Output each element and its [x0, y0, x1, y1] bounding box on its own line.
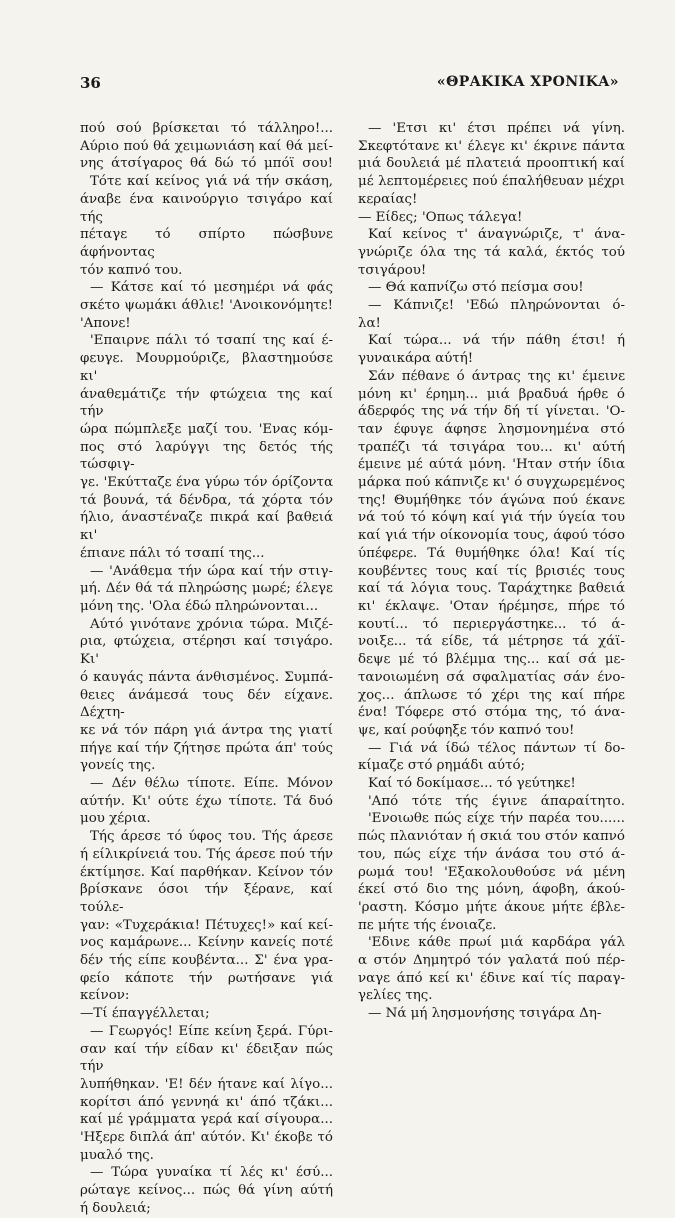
text-line: Σκεφτότανε κι' έλεγε κι' έκρινε πάντα: [358, 138, 625, 154]
text-line: τσιγάρου!: [358, 262, 427, 278]
text-line: — Κάπνιζε! 'Εδώ πληρώνονται ό-: [368, 298, 625, 314]
text-line: —Τί έπαγγέλλεται;: [80, 1006, 210, 1022]
text-line: άδερφός της νά τήν δή τί γίνεται. 'Ο-: [358, 404, 625, 420]
text-line: γαν: «Τυχεράκια! Πέτυχες!» καί κεί-: [80, 917, 333, 933]
text-line: βρίσκανε όσοι τήν ξέρανε, καί τούλε-: [80, 882, 333, 915]
text-line: μόνη της. 'Ολα έδώ πληρώνονται...: [80, 598, 319, 614]
text-line: Σάν πέθανε ό άντρας της κι' έμεινε: [368, 368, 625, 384]
text-line: νά τού τό κόψη καί γιά τήν ύγεία του: [358, 510, 625, 526]
text-line: πέταγε τό σπίρτο πώσβυνε άφήνοντας: [80, 227, 333, 260]
text-line: κι' έκλαψε. 'Οταν ήρέμησε, πήρε τό: [358, 598, 625, 614]
text-line: δεψε μέ τό βλέμμα της... καί σά με-: [358, 652, 625, 668]
text-line: — Τώρα γυναίκα τί λές κι' έσύ...: [90, 1165, 333, 1181]
text-line: Αύτό γινότανε χρόνια τώρα. Μιζέ-: [90, 616, 333, 632]
text-line: 'Απονε!: [80, 315, 131, 331]
text-line: Καί τό δοκίμασε... τό γεύτηκε!: [368, 776, 576, 792]
text-line: τόν καπνό του.: [80, 262, 183, 278]
text-line: ναγε άπό κεί κι' έδινε καί τίς παραγ-: [358, 970, 625, 986]
text-line: καί τά λόγια τους. Ταράχτηκε βαθειά: [358, 581, 625, 597]
text-line: Αύριο πού θά χειμωνιάση καί θά μεί-: [80, 138, 333, 154]
text-line: μάρκα πού κάπνιζε κι' ό συγχωρεμένος: [358, 475, 625, 491]
text-line: τά βουνά, τά δένδρα, τά χόρτα τόν: [80, 492, 333, 508]
text-line: ρώταγε κείνος... πώς θά γίνη αύτή: [80, 1183, 333, 1199]
text-line: κουτί... τό περιεργάστηκε... τό ά-: [358, 616, 625, 632]
text-line: έκτίμησε. Καί παρθήκαν. Κείνον τόν: [80, 864, 333, 880]
running-title: «ΘΡΑΚΙΚΑ ΧΡΟΝΙΚΑ»: [436, 74, 619, 90]
text-line: καί μέ γράμματα γερά καί σίγουρα...: [80, 1112, 333, 1128]
text-line: έκεί στό διο της μόνη, άφοβη, άκού-: [358, 882, 625, 898]
text-column-right: [358, 120, 625, 1023]
text-line: γυναικάρα αύτή!: [358, 351, 474, 367]
text-line: γνώριζε όλα της τά καλά, έκτός τού: [358, 244, 625, 260]
text-line: της! Θυμήθηκε τόν άγώνα πού έκανε: [358, 492, 625, 508]
page-number: 36: [80, 74, 101, 92]
text-line: άναβε ένα καινούργιο τσιγάρο καί τής: [80, 191, 333, 225]
text-line: 'Ενοιωθε πώς είχε τήν παρέα του......: [368, 811, 625, 827]
text-line: κίμαζε στό ρημάδι αύτό;: [358, 758, 526, 774]
text-line: κε νά τόν πάρη γιά άντρα της γιατί: [80, 722, 333, 738]
text-line: ρωμά του! 'Εξακολουθούσε νά μένη: [358, 864, 625, 880]
text-line: τανοιωμένη σά σφαλματίας σάν ένο-: [358, 669, 625, 685]
text-line: ή δουλειά;: [80, 1200, 151, 1216]
text-line: — 'Ετσι κι' έτσι πρέπει νά γίνη.: [368, 121, 625, 136]
text-line: ύπέφερε. Τά θυμήθηκε όλα! Καί τίς: [358, 545, 625, 561]
text-line: Τής άρεσε τό ύφος του. Τής άρεσε: [90, 829, 333, 845]
text-line: — Κάτσε καί τό μεσημέρι νά φάς: [90, 280, 333, 296]
text-line: ταν έφυγε άφησε λησμονημένα στό: [358, 421, 625, 437]
text-line: α στόν Δημητρό τόν γαλατά πού πέρ-: [358, 953, 625, 969]
text-line: ήλιο, άναστέναζε πικρά καί βαθειά κι': [80, 510, 333, 544]
text-line: καί γιά τήν οίκονομία τους, άφού τόσο: [358, 528, 625, 544]
text-line: — Θά καπνίζω στό πείσμα σου!: [368, 280, 584, 296]
text-line: άναθεμάτιζε τήν φτώχεια της καί τήν: [80, 386, 333, 420]
text-line: σαν καί τήν είδαν κι' έδειξαν πώς τήν: [80, 1041, 333, 1075]
text-line: — Γεωργός! Είπε κείνη ξερά. Γύρι-: [90, 1023, 333, 1039]
text-line: 'Από τότε τής έγινε άπαραίτητο.: [368, 793, 625, 809]
text-line: κεραίας!: [358, 191, 418, 207]
text-line: πού σού βρίσκεται τό τάλληρο!...: [80, 121, 333, 136]
text-line: μυαλό της.: [80, 1147, 154, 1163]
text-line: 'Ηξερε διπλά άπ' αύτόν. Κι' έκοβε τό: [80, 1130, 333, 1146]
text-line: πε μήτε τής ένοιαζε.: [358, 917, 497, 933]
text-line: 'ραστη. Κόσμο μήτε άκουε μήτε έβλε-: [358, 899, 625, 915]
text-line: χος... άπλωσε τό χέρι της καί πήρε: [358, 687, 625, 703]
text-line: νης άτσίγαρος θά δώ τό μπόϊ σου!: [80, 156, 333, 172]
text-line: πώς πλανιόταν ή σκιά του στόν καπνό: [358, 829, 625, 845]
text-line: κορίτσι άπό γεννηά κι' άπό τζάκι...: [80, 1094, 333, 1110]
text-line: φείο κάποτε τήν ρωτήσανε γιά κείνον:: [80, 970, 333, 1004]
text-column-left: [80, 120, 333, 1218]
text-line: νοιξε... τά είδε, τά μέτρησε τά χάϊ-: [358, 634, 625, 650]
text-line: δέν τής είπε κουβέντα... Σ' ένα γρα-: [80, 953, 333, 969]
text-line: νος καμάρωνε... Κείνην κανείς ποτέ: [80, 935, 333, 951]
text-line: έπιανε πάλι τό τσαπί της...: [80, 545, 265, 561]
text-line: — Γιά νά ίδώ τέλος πάντων τί δο-: [368, 740, 625, 756]
text-line: ένα! Τόφερε στό στόμα της, τό άνα-: [358, 705, 625, 721]
text-line: φευγε. Μουρμούριζε, βλαστημούσε κι': [80, 351, 333, 384]
text-line: του, πώς είχε τήν άνάσα του στό ά-: [358, 846, 625, 862]
text-line: σκέτο ψωμάκι άθλιε! 'Ανοικονόμητε!: [80, 298, 333, 314]
text-line: λυπήθηκαν. 'Ε! δέν ήτανε καί λίγο...: [80, 1076, 333, 1092]
text-line: ψε, καί ρούφηξε τόν καπνό του!: [358, 722, 575, 738]
text-line: ό καυγάς πάντα άνθισμένος. Συμπά-: [80, 669, 333, 685]
text-line: — Δέν θέλω τίποτε. Είπε. Μόνον: [90, 776, 333, 792]
text-line: μιά δουλειά μέ πλατειά προοπτική καί: [358, 156, 625, 172]
text-line: πος στό λαρύγγι της δετός τής τώσφιγ-: [80, 439, 333, 473]
text-line: — Νά μή λησμονήσης τσιγάρα Δη-: [368, 1006, 602, 1022]
text-line: θειες άνάμεσά τους δέν είχανε. Δέχτη-: [80, 687, 333, 721]
text-line: Καί κείνος τ' άναγνώριζε, τ' άνα-: [368, 227, 625, 243]
text-line: Τότε καί κείνος γιά νά τήν σκάση,: [90, 174, 333, 190]
text-line: μου χέρια.: [80, 811, 151, 827]
text-line: γονείς της.: [80, 758, 156, 774]
text-line: μέ λεπτομέρειες πού έπαλήθευαν μέχρι: [358, 174, 625, 190]
text-line: 'Εδινε κάθε πρωί μιά καρδάρα γάλ: [368, 935, 625, 951]
text-line: αύτήν. Κι' ούτε έχω τίποτε. Τά δυό: [80, 793, 333, 809]
text-line: μή. Δέν θά τά πληρώσης μωρέ; έλεγε: [80, 581, 333, 597]
text-line: — Είδες; 'Οπως τάλεγα!: [358, 209, 523, 225]
text-line: έμεινε μέ αύτά μόνη. 'Ηταν στήν ίδια: [358, 457, 625, 473]
text-line: λα!: [358, 315, 381, 331]
text-line: κουβέντες τους καί τίς βρισιές τους: [358, 563, 625, 579]
text-line: γελίες της.: [358, 988, 433, 1004]
text-line: πήγε καί τήν ζήτησε πρώτα άπ' τούς: [80, 740, 333, 756]
text-line: ώρα πώμπλεξε μαζί του. 'Ενας κόμ-: [80, 421, 333, 437]
text-line: γε. 'Εκύτταζε ένα γύρω τόν όρίζοντα: [80, 475, 333, 491]
text-line: — 'Ανάθεμα τήν ώρα καί τήν στιγ-: [90, 563, 333, 579]
text-line: τραπέζι τά τσιγάρα του... κι' αύτή: [358, 439, 625, 455]
text-line: μόνη κι' έρημη... μιά βραδυά ήρθε ό: [358, 386, 625, 402]
text-line: ή είλικρίνειά του. Τής άρεσε πού τήν: [80, 846, 333, 862]
text-line: Καί τώρα... νά τήν πάθη έτσι! ή: [368, 333, 625, 349]
text-line: 'Επαιρνε πάλι τό τσαπί της καί έ-: [90, 333, 333, 349]
text-line: ρια, φτώχεια, στέρησι καί τσιγάρο. Κι': [80, 634, 333, 668]
